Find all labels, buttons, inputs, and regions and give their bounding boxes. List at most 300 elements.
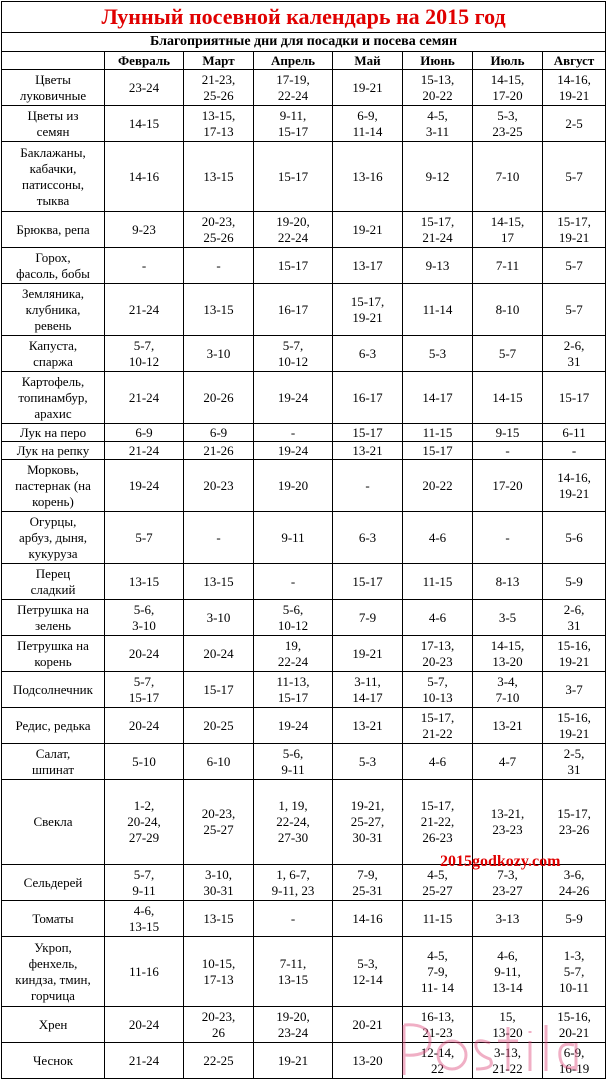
cell-line: 19-24	[128, 477, 160, 493]
cell-line: 10-12	[277, 353, 309, 369]
cell-line: Чеснок	[32, 1052, 74, 1068]
cell-line: шпинат	[32, 761, 74, 777]
crop-name	[2, 564, 105, 600]
cell-line: Подсолнечник	[13, 681, 93, 697]
cell-line: 5-7,	[282, 337, 304, 353]
cell-line: пастернак (на	[15, 477, 91, 493]
cell-line: -	[216, 529, 221, 545]
month-header: Июнь	[403, 52, 473, 70]
cell-line: ревень	[34, 317, 72, 333]
days-cell	[184, 600, 254, 636]
days-cell	[105, 636, 184, 672]
cell-line: 13-15,	[201, 107, 236, 123]
cell-line: 6-9	[135, 424, 153, 440]
cell-line: 23-24	[277, 1024, 309, 1040]
days-cell	[543, 336, 606, 372]
cell-line: Цветы	[35, 71, 71, 87]
cell-line: 20-25	[203, 717, 234, 733]
days-cell	[473, 708, 543, 744]
days-cell	[403, 70, 473, 106]
days-cell	[254, 937, 333, 1007]
days-cell	[184, 442, 254, 460]
days-cell	[543, 937, 606, 1007]
crop-name	[2, 248, 105, 284]
cell-line: 7-10	[495, 689, 520, 705]
days-cell	[184, 106, 254, 142]
cell-line: 10-13	[422, 689, 453, 705]
cell-line: 4-6,	[497, 947, 518, 963]
month-header: Апрель	[254, 52, 333, 70]
days-cell	[543, 1007, 606, 1043]
cell-line: 15-17,	[350, 293, 385, 309]
cell-line: 22-24	[277, 229, 309, 245]
table-row	[2, 1043, 606, 1079]
days-cell	[473, 424, 543, 442]
cell-line: Укроп,	[34, 939, 72, 955]
cell-line: 19-21	[352, 309, 383, 325]
cell-line: Капуста,	[28, 337, 78, 353]
cell-line: 25-27	[203, 822, 234, 837]
days-cell	[543, 1043, 606, 1079]
days-cell	[473, 512, 543, 564]
days-cell	[403, 336, 473, 372]
days-cell	[543, 780, 606, 865]
crop-name	[2, 442, 105, 460]
cell-line: -	[571, 442, 577, 458]
cell-line: 6-3	[358, 529, 377, 545]
cell-line: 8-13	[495, 573, 520, 589]
cell-line: 30-31	[352, 830, 383, 845]
cell-line: -	[290, 424, 296, 440]
cell-line: 19-21,	[350, 798, 385, 813]
days-cell	[184, 248, 254, 284]
days-cell	[254, 460, 333, 512]
cell-line: фенхель,	[28, 955, 78, 971]
month-header: Май	[333, 52, 403, 70]
cell-line: Горох,	[35, 249, 71, 265]
days-cell	[254, 1007, 333, 1043]
cell-line: 21-22,	[420, 814, 455, 829]
days-cell	[473, 442, 543, 460]
cell-line: 15-16,	[557, 1008, 591, 1024]
days-cell	[184, 901, 254, 937]
cell-line: 23-27	[492, 882, 523, 898]
days-cell	[403, 708, 473, 744]
cell-line: 3-13,	[493, 1044, 522, 1060]
cell-line: горчица	[31, 987, 75, 1003]
cell-line: луковичные	[19, 87, 87, 103]
month-header: Март	[184, 52, 254, 70]
table-row	[2, 780, 606, 865]
cell-line: 3-10	[132, 617, 156, 633]
cell-line: Хрен	[38, 1016, 68, 1032]
cell-line: 15-17,	[420, 709, 455, 725]
days-cell	[105, 744, 184, 780]
crop-name	[2, 336, 105, 372]
cell-line: 20-23,	[201, 1008, 236, 1024]
cell-line: -	[141, 257, 147, 273]
cell-line: 11-15	[422, 573, 453, 589]
cell-line: 11-14	[422, 301, 453, 317]
cell-line: 23-26	[558, 822, 590, 837]
cell-line: 23-24	[128, 79, 160, 95]
cell-line: 15-17	[352, 573, 383, 589]
cell-line: 17-13,	[420, 637, 455, 653]
table-row	[2, 937, 606, 1007]
cell-line: 23-23	[492, 822, 523, 837]
cell-line: 11- 14	[420, 979, 455, 995]
days-cell	[184, 336, 254, 372]
cell-line: 2-5	[565, 115, 583, 131]
cell-line: Редис, редька	[15, 717, 91, 733]
cell-line: 27-30	[277, 830, 309, 845]
days-cell	[403, 460, 473, 512]
month-header: Июль	[473, 52, 543, 70]
month-header: Февраль	[105, 52, 184, 70]
cell-line: 8-10	[495, 301, 520, 317]
cell-line: 7-9,	[427, 963, 448, 979]
cell-line: 5-7	[565, 168, 583, 184]
days-cell	[184, 284, 254, 336]
days-cell	[473, 248, 543, 284]
cell-line: 3-13	[495, 910, 520, 926]
days-cell	[403, 142, 473, 212]
days-cell	[543, 744, 606, 780]
cell-line: 7-11,	[279, 955, 307, 971]
days-cell	[254, 600, 333, 636]
cell-line: 3-6,	[563, 866, 585, 882]
days-cell	[543, 600, 606, 636]
cell-line: 5-6,	[282, 601, 304, 617]
cell-line: 21-22	[422, 725, 453, 741]
cell-line: 4-5,	[427, 866, 448, 882]
cell-line: 17-19,	[276, 71, 310, 87]
table-body	[2, 70, 606, 1079]
cell-line: 20-21	[352, 1016, 383, 1032]
cell-line: -	[505, 442, 510, 458]
cell-line: 13-15	[128, 918, 160, 934]
cell-line: 9-11	[132, 882, 156, 898]
cell-line: топинамбур,	[18, 389, 88, 405]
cell-line: 13-21	[352, 442, 383, 458]
cell-line: 3-11	[425, 123, 450, 139]
days-cell	[105, 142, 184, 212]
cell-line: 20-24	[128, 645, 160, 661]
crop-name	[2, 142, 105, 212]
table-row	[2, 708, 606, 744]
cell-line: 19-24	[277, 717, 309, 733]
watermark-text: 2015godkozy.com	[440, 853, 561, 870]
cell-line: зелень	[34, 617, 72, 633]
cell-line: 19-21	[558, 653, 590, 669]
cell-line: кукуруза	[28, 545, 78, 561]
cell-line: 13-14	[492, 979, 523, 995]
cell-line: 14-15,	[490, 637, 525, 653]
crop-name	[2, 1043, 105, 1079]
cell-line: 10-11	[559, 979, 589, 995]
cell-line: 16-17	[352, 389, 383, 405]
cell-line: 3-10,	[204, 866, 233, 882]
days-cell	[473, 142, 543, 212]
cell-line: 7-11	[495, 257, 520, 273]
cell-line: 10-12	[128, 353, 160, 369]
cell-line: Лук на репку	[16, 442, 90, 458]
cell-line: Цветы из	[27, 107, 79, 123]
cell-line: спаржа	[33, 353, 73, 369]
days-cell	[403, 212, 473, 248]
crop-name	[2, 600, 105, 636]
table-row	[2, 372, 606, 424]
days-cell	[333, 1043, 403, 1079]
cell-line: 19,	[284, 637, 302, 653]
cell-line: 20-24,	[127, 814, 161, 829]
cell-line: 14-15	[128, 115, 160, 131]
days-cell	[184, 636, 254, 672]
cell-line: кабачки,	[29, 160, 77, 176]
cell-line: 9-11,	[494, 963, 521, 979]
days-cell	[543, 372, 606, 424]
cell-line: 31	[567, 761, 581, 777]
days-cell	[105, 780, 184, 865]
cell-line: 4-6,	[133, 902, 155, 918]
days-cell	[254, 248, 333, 284]
days-cell	[473, 336, 543, 372]
days-cell	[403, 512, 473, 564]
cell-line: 21-23	[422, 1024, 453, 1040]
cell-line: семян	[36, 123, 70, 139]
cell-line: 6-9,	[563, 1044, 585, 1060]
table-row	[2, 142, 606, 212]
days-cell	[184, 865, 254, 901]
days-cell	[105, 600, 184, 636]
cell-line: 5-9	[565, 573, 583, 589]
crop-name	[2, 672, 105, 708]
crop-name	[2, 636, 105, 672]
cell-line: 5-6	[565, 529, 583, 545]
cell-line: 3-4,	[497, 673, 518, 689]
cell-line: 25-26	[203, 87, 234, 103]
days-cell	[333, 284, 403, 336]
days-cell	[403, 424, 473, 442]
page-title: Лунный посевной календарь на 2015 год	[2, 2, 606, 33]
cell-line: 31	[567, 353, 581, 369]
days-cell	[403, 106, 473, 142]
cell-line: 21-24	[128, 1052, 160, 1068]
days-cell	[105, 1007, 184, 1043]
days-cell	[254, 70, 333, 106]
cell-line: 14-15,	[490, 213, 525, 229]
cell-line: 13-20	[492, 1024, 523, 1040]
days-cell	[184, 212, 254, 248]
cell-line: 13-15	[203, 910, 234, 926]
cell-line: 25-26	[203, 229, 234, 245]
cell-line: сладкий	[30, 581, 76, 597]
cell-line: 21-24	[128, 442, 160, 458]
cell-line: корень	[34, 653, 72, 669]
cell-line: 5-7	[565, 257, 583, 273]
cell-line: 20-23	[422, 653, 453, 669]
cell-line: 6-9,	[357, 107, 378, 123]
cell-line: Огурцы,	[29, 513, 77, 529]
cell-line: 14-17	[352, 689, 383, 705]
days-cell	[254, 672, 333, 708]
cell-line: 15-17	[352, 424, 383, 440]
table-row	[2, 1007, 606, 1043]
cell-line: Сельдерей	[23, 874, 83, 890]
cell-line: 6-3	[358, 345, 377, 361]
month-header-row	[2, 52, 606, 70]
days-cell	[184, 672, 254, 708]
cell-line: 14-17	[422, 389, 453, 405]
corner-cell	[2, 52, 105, 70]
days-cell	[105, 336, 184, 372]
days-cell	[254, 142, 333, 212]
cell-line: 11-14	[352, 123, 383, 139]
cell-line: 19-20	[277, 477, 309, 493]
cell-line: 11-15	[422, 424, 453, 440]
crop-name	[2, 460, 105, 512]
crop-name	[2, 70, 105, 106]
cell-line: 24-26	[558, 882, 590, 898]
cell-line: Земляника,	[21, 285, 85, 301]
days-cell	[254, 564, 333, 600]
cell-line: 5-7	[565, 301, 583, 317]
crop-name	[2, 901, 105, 937]
days-cell	[543, 512, 606, 564]
table-row	[2, 672, 606, 708]
cell-line: 5-10	[132, 753, 156, 769]
table-row	[2, 744, 606, 780]
cell-line: 6-11	[562, 424, 586, 440]
cell-line: 12-14,	[420, 1044, 455, 1060]
cell-line: 20-24	[128, 1016, 160, 1032]
days-cell	[473, 70, 543, 106]
cell-line: 9-12	[425, 168, 450, 184]
cell-line: 2-6,	[563, 337, 585, 353]
cell-line: 13-21,	[490, 806, 525, 821]
cell-line: 13-15	[203, 168, 234, 184]
cell-line: 20-23	[203, 477, 234, 493]
days-cell	[333, 442, 403, 460]
days-cell	[473, 1043, 543, 1079]
days-cell	[403, 284, 473, 336]
cell-line: 5-7,	[133, 866, 155, 882]
days-cell	[333, 1007, 403, 1043]
cell-line: 13-20	[352, 1052, 383, 1068]
cell-line: 1-2,	[133, 798, 155, 813]
days-cell	[333, 372, 403, 424]
cell-line: -	[290, 910, 296, 926]
cell-line: 19-21	[558, 725, 590, 741]
table-row	[2, 336, 606, 372]
cell-line: 15-17,	[557, 806, 591, 821]
cell-line: 10-15,	[201, 955, 236, 971]
cell-line: 21-24	[128, 389, 160, 405]
days-cell	[254, 1043, 333, 1079]
table-row	[2, 284, 606, 336]
cell-line: 20-24	[203, 645, 234, 661]
cell-line: 14-16,	[557, 71, 591, 87]
days-cell	[473, 284, 543, 336]
table-row	[2, 460, 606, 512]
cell-line: 17-13	[203, 971, 234, 987]
cell-line: Морковь,	[27, 461, 79, 477]
days-cell	[254, 336, 333, 372]
crop-name	[2, 1007, 105, 1043]
cell-line: 20-23,	[201, 213, 236, 229]
days-cell	[473, 460, 543, 512]
crop-name	[2, 372, 105, 424]
cell-line: 13-15	[203, 573, 234, 589]
days-cell	[473, 600, 543, 636]
days-cell	[105, 865, 184, 901]
cell-line: -	[216, 257, 221, 273]
days-cell	[105, 212, 184, 248]
cell-line: 5-3	[358, 753, 377, 769]
cell-line: Баклажаны,	[20, 144, 86, 160]
days-cell	[543, 70, 606, 106]
days-cell	[184, 937, 254, 1007]
days-cell	[403, 744, 473, 780]
days-cell	[254, 780, 333, 865]
cell-line: 15-17	[422, 442, 453, 458]
days-cell	[543, 248, 606, 284]
days-cell	[543, 460, 606, 512]
days-cell	[254, 284, 333, 336]
cell-line: Салат,	[35, 745, 71, 761]
days-cell	[254, 442, 333, 460]
cell-line: тыква	[36, 192, 70, 208]
cell-line: 2-6,	[563, 601, 585, 617]
cell-line: 22-24,	[276, 814, 310, 829]
days-cell	[473, 636, 543, 672]
cell-line: 15-16,	[557, 637, 591, 653]
cell-line: 15-17	[203, 681, 234, 697]
crop-name	[2, 708, 105, 744]
cell-line: 4-5,	[427, 947, 448, 963]
cell-line: 21-22	[492, 1060, 523, 1076]
days-cell	[184, 744, 254, 780]
cell-line: 19-21	[558, 485, 590, 501]
days-cell	[184, 512, 254, 564]
cell-line: 9-15	[495, 424, 520, 440]
days-cell	[254, 708, 333, 744]
days-cell	[403, 372, 473, 424]
days-cell	[105, 672, 184, 708]
table-row	[2, 248, 606, 284]
days-cell	[105, 442, 184, 460]
days-cell	[543, 212, 606, 248]
cell-line: 2-5,	[563, 745, 585, 761]
cell-line: 17	[501, 229, 514, 245]
days-cell	[333, 865, 403, 901]
table-row	[2, 106, 606, 142]
days-cell	[333, 901, 403, 937]
cell-line: 10-12	[277, 617, 309, 633]
days-cell	[184, 142, 254, 212]
days-cell	[473, 564, 543, 600]
cell-line: 15-17,	[420, 213, 455, 229]
cell-line: 5-7,	[563, 963, 585, 979]
table-row	[2, 901, 606, 937]
days-cell	[473, 901, 543, 937]
days-cell	[105, 512, 184, 564]
days-cell	[333, 937, 403, 1007]
days-cell	[254, 901, 333, 937]
cell-line: 19-24	[277, 389, 309, 405]
cell-line: 3-5	[498, 609, 517, 625]
cell-line: киндза, тмин,	[15, 971, 91, 987]
